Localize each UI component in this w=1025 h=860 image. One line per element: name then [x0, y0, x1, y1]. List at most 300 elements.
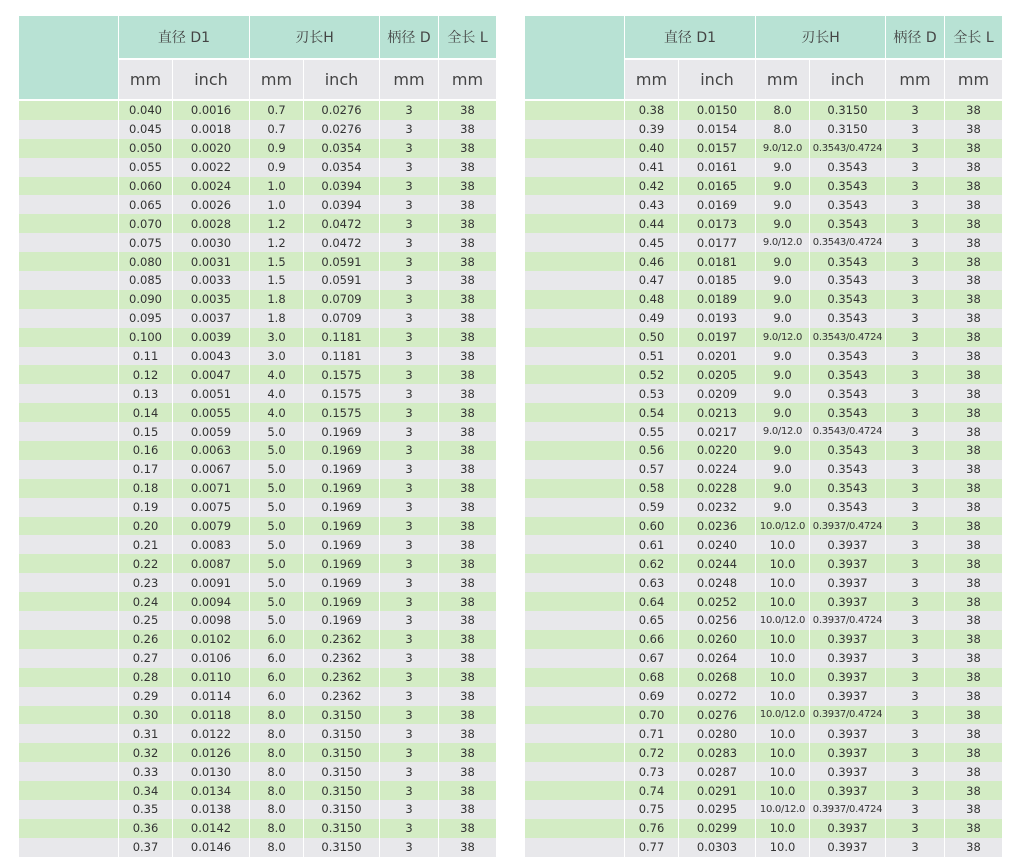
- flute-mm-cell: 8.0: [250, 743, 303, 762]
- length-mm-cell: 38: [439, 120, 496, 139]
- row-spacer-cell: [19, 365, 118, 384]
- row-spacer-cell: [525, 158, 624, 177]
- flute-inch-cell: 0.1969: [304, 498, 379, 517]
- diameter-inch-cell: 0.0047: [173, 365, 249, 384]
- shank-mm-cell: 3: [380, 139, 438, 158]
- flute-inch-cell: 0.2362: [304, 630, 379, 649]
- length-mm-cell: 38: [439, 139, 496, 158]
- flute-inch-cell: 0.3543: [810, 252, 885, 271]
- diameter-inch-cell: 0.0075: [173, 498, 249, 517]
- length-mm-cell: 38: [945, 309, 1002, 328]
- length-mm-cell: 38: [945, 592, 1002, 611]
- table-row: [19, 554, 496, 573]
- diameter-mm-cell: 0.16: [119, 441, 172, 460]
- table-row: [19, 819, 496, 838]
- shank-mm-cell: 3: [886, 592, 944, 611]
- table-row: [19, 252, 496, 271]
- diameter-inch-cell: 0.0138: [173, 800, 249, 819]
- diameter-inch-cell: 0.0079: [173, 517, 249, 536]
- diameter-mm-cell: 0.18: [119, 479, 172, 498]
- header-overall-length: 全长 L: [945, 16, 1002, 60]
- length-mm-cell: 38: [945, 498, 1002, 517]
- length-mm-cell: 38: [945, 781, 1002, 800]
- flute-mm-cell: 9.0: [756, 384, 809, 403]
- row-spacer-cell: [19, 309, 118, 328]
- diameter-mm-cell: 0.090: [119, 290, 172, 309]
- flute-mm-cell: 10.0/12.0: [756, 611, 809, 630]
- diameter-mm-cell: 0.21: [119, 535, 172, 554]
- diameter-inch-cell: 0.0209: [679, 384, 755, 403]
- spec-table-left: [18, 16, 497, 857]
- diameter-mm-cell: 0.095: [119, 309, 172, 328]
- shank-mm-cell: 3: [886, 668, 944, 687]
- length-mm-cell: 38: [945, 460, 1002, 479]
- length-mm-cell: 38: [439, 819, 496, 838]
- flute-mm-cell: 10.0: [756, 743, 809, 762]
- flute-inch-cell: 0.1575: [304, 403, 379, 422]
- flute-mm-cell: 10.0/12.0: [756, 800, 809, 819]
- table-row: [19, 365, 496, 384]
- table-row: [525, 252, 1002, 271]
- table-row: [19, 403, 496, 422]
- row-spacer-cell: [525, 649, 624, 668]
- flute-inch-cell: 0.3543: [810, 177, 885, 196]
- flute-mm-cell: 5.0: [250, 498, 303, 517]
- flute-inch-cell: 0.0394: [304, 177, 379, 196]
- diameter-mm-cell: 0.54: [625, 403, 678, 422]
- diameter-inch-cell: 0.0260: [679, 630, 755, 649]
- row-spacer-cell: [525, 724, 624, 743]
- flute-inch-cell: 0.2362: [304, 668, 379, 687]
- length-mm-cell: 38: [439, 592, 496, 611]
- shank-mm-cell: 3: [886, 441, 944, 460]
- diameter-inch-cell: 0.0154: [679, 120, 755, 139]
- shank-mm-cell: 3: [380, 498, 438, 517]
- flute-mm-cell: 9.0: [756, 441, 809, 460]
- flute-inch-cell: 0.3543: [810, 309, 885, 328]
- table-row: [19, 328, 496, 347]
- diameter-mm-cell: 0.73: [625, 762, 678, 781]
- table-row: [19, 214, 496, 233]
- flute-inch-cell: 0.3150: [810, 120, 885, 139]
- flute-mm-cell: 5.0: [250, 535, 303, 554]
- unit-header: mm: [250, 60, 303, 101]
- flute-inch-cell: 0.0709: [304, 290, 379, 309]
- table-row: [19, 649, 496, 668]
- table-row: [19, 724, 496, 743]
- flute-mm-cell: 9.0: [756, 271, 809, 290]
- shank-mm-cell: 3: [886, 101, 944, 120]
- row-spacer-cell: [19, 441, 118, 460]
- flute-mm-cell: 9.0: [756, 403, 809, 422]
- table-row: [525, 592, 1002, 611]
- row-spacer-cell: [525, 592, 624, 611]
- diameter-mm-cell: 0.43: [625, 195, 678, 214]
- row-spacer-cell: [19, 649, 118, 668]
- row-spacer-cell: [19, 177, 118, 196]
- flute-inch-cell: 0.3543: [810, 271, 885, 290]
- diameter-inch-cell: 0.0146: [173, 838, 249, 857]
- table-row: [19, 101, 496, 120]
- length-mm-cell: 38: [439, 762, 496, 781]
- diameter-inch-cell: 0.0236: [679, 517, 755, 536]
- diameter-inch-cell: 0.0268: [679, 668, 755, 687]
- length-mm-cell: 38: [945, 384, 1002, 403]
- flute-inch-cell: 0.3937/0.4724: [810, 800, 885, 819]
- table-row: [525, 271, 1002, 290]
- table-row: [525, 441, 1002, 460]
- shank-mm-cell: 3: [380, 479, 438, 498]
- length-mm-cell: 38: [439, 479, 496, 498]
- diameter-inch-cell: 0.0028: [173, 214, 249, 233]
- row-spacer-cell: [19, 195, 118, 214]
- flute-inch-cell: 0.3543: [810, 195, 885, 214]
- flute-mm-cell: 9.0: [756, 252, 809, 271]
- length-mm-cell: 38: [439, 290, 496, 309]
- table-row: [19, 762, 496, 781]
- diameter-mm-cell: 0.12: [119, 365, 172, 384]
- diameter-mm-cell: 0.14: [119, 403, 172, 422]
- table-body-left: [19, 101, 496, 857]
- flute-mm-cell: 9.0: [756, 309, 809, 328]
- diameter-inch-cell: 0.0169: [679, 195, 755, 214]
- shank-mm-cell: 3: [886, 195, 944, 214]
- flute-mm-cell: 1.2: [250, 214, 303, 233]
- flute-inch-cell: 0.0394: [304, 195, 379, 214]
- flute-mm-cell: 1.5: [250, 252, 303, 271]
- flute-inch-cell: 0.3937: [810, 781, 885, 800]
- shank-mm-cell: 3: [380, 158, 438, 177]
- shank-mm-cell: 3: [886, 460, 944, 479]
- flute-mm-cell: 5.0: [250, 479, 303, 498]
- table-row: [525, 706, 1002, 725]
- table-row: [525, 724, 1002, 743]
- diameter-mm-cell: 0.40: [625, 139, 678, 158]
- diameter-inch-cell: 0.0205: [679, 365, 755, 384]
- row-spacer-cell: [19, 233, 118, 252]
- flute-inch-cell: 0.3937: [810, 724, 885, 743]
- unit-header: inch: [810, 60, 885, 101]
- header-diameter: 直径 D1: [625, 16, 755, 60]
- shank-mm-cell: 3: [380, 838, 438, 857]
- flute-mm-cell: 4.0: [250, 384, 303, 403]
- length-mm-cell: 38: [945, 328, 1002, 347]
- flute-mm-cell: 9.0: [756, 195, 809, 214]
- table-row: [525, 687, 1002, 706]
- diameter-inch-cell: 0.0020: [173, 139, 249, 158]
- flute-mm-cell: 9.0: [756, 460, 809, 479]
- row-spacer-cell: [19, 517, 118, 536]
- flute-inch-cell: 0.3543: [810, 214, 885, 233]
- row-spacer-cell: [19, 384, 118, 403]
- diameter-inch-cell: 0.0106: [173, 649, 249, 668]
- flute-inch-cell: 0.1969: [304, 460, 379, 479]
- shank-mm-cell: 3: [886, 762, 944, 781]
- unit-header: mm: [380, 60, 438, 101]
- table-row: [19, 838, 496, 857]
- flute-inch-cell: 0.3543: [810, 460, 885, 479]
- table-row: [525, 328, 1002, 347]
- length-mm-cell: 38: [439, 687, 496, 706]
- diameter-inch-cell: 0.0181: [679, 252, 755, 271]
- length-mm-cell: 38: [439, 554, 496, 573]
- diameter-mm-cell: 0.27: [119, 649, 172, 668]
- shank-mm-cell: 3: [886, 290, 944, 309]
- row-spacer-cell: [19, 535, 118, 554]
- diameter-mm-cell: 0.69: [625, 687, 678, 706]
- shank-mm-cell: 3: [380, 328, 438, 347]
- diameter-inch-cell: 0.0087: [173, 554, 249, 573]
- shank-mm-cell: 3: [886, 120, 944, 139]
- row-spacer-cell: [525, 441, 624, 460]
- flute-mm-cell: 3.0: [250, 347, 303, 366]
- unit-header: mm: [439, 60, 496, 101]
- row-spacer-cell: [19, 158, 118, 177]
- flute-inch-cell: 0.1969: [304, 441, 379, 460]
- table-row: [19, 441, 496, 460]
- diameter-inch-cell: 0.0055: [173, 403, 249, 422]
- flute-mm-cell: 5.0: [250, 611, 303, 630]
- flute-mm-cell: 8.0: [250, 781, 303, 800]
- diameter-inch-cell: 0.0248: [679, 573, 755, 592]
- diameter-mm-cell: 0.47: [625, 271, 678, 290]
- flute-inch-cell: 0.3937: [810, 630, 885, 649]
- table-row: [525, 535, 1002, 554]
- diameter-inch-cell: 0.0130: [173, 762, 249, 781]
- row-spacer-cell: [19, 800, 118, 819]
- diameter-mm-cell: 0.55: [625, 422, 678, 441]
- diameter-inch-cell: 0.0264: [679, 649, 755, 668]
- flute-mm-cell: 8.0: [250, 819, 303, 838]
- diameter-inch-cell: 0.0091: [173, 573, 249, 592]
- table-row: [19, 781, 496, 800]
- flute-inch-cell: 0.3150: [304, 800, 379, 819]
- length-mm-cell: 38: [439, 706, 496, 725]
- flute-mm-cell: 5.0: [250, 460, 303, 479]
- diameter-mm-cell: 0.67: [625, 649, 678, 668]
- length-mm-cell: 38: [945, 819, 1002, 838]
- length-mm-cell: 38: [439, 460, 496, 479]
- length-mm-cell: 38: [945, 365, 1002, 384]
- length-mm-cell: 38: [439, 403, 496, 422]
- length-mm-cell: 38: [439, 573, 496, 592]
- flute-mm-cell: 9.0/12.0: [756, 233, 809, 252]
- flute-mm-cell: 8.0: [250, 724, 303, 743]
- table-row: [525, 290, 1002, 309]
- length-mm-cell: 38: [945, 139, 1002, 158]
- row-spacer-cell: [525, 403, 624, 422]
- length-mm-cell: 38: [439, 347, 496, 366]
- flute-inch-cell: 0.0472: [304, 214, 379, 233]
- diameter-mm-cell: 0.055: [119, 158, 172, 177]
- table-row: [525, 460, 1002, 479]
- diameter-mm-cell: 0.25: [119, 611, 172, 630]
- diameter-inch-cell: 0.0114: [173, 687, 249, 706]
- table-row: [525, 668, 1002, 687]
- shank-mm-cell: 3: [886, 365, 944, 384]
- row-spacer-cell: [525, 328, 624, 347]
- diameter-mm-cell: 0.20: [119, 517, 172, 536]
- flute-mm-cell: 9.0: [756, 479, 809, 498]
- shank-mm-cell: 3: [380, 214, 438, 233]
- length-mm-cell: 38: [945, 422, 1002, 441]
- header-shank: 柄径 D: [380, 16, 438, 60]
- shank-mm-cell: 3: [886, 347, 944, 366]
- diameter-inch-cell: 0.0240: [679, 535, 755, 554]
- diameter-mm-cell: 0.13: [119, 384, 172, 403]
- flute-mm-cell: 10.0: [756, 781, 809, 800]
- unit-header: mm: [625, 60, 678, 101]
- flute-mm-cell: 0.9: [250, 139, 303, 158]
- diameter-inch-cell: 0.0110: [173, 668, 249, 687]
- diameter-inch-cell: 0.0299: [679, 819, 755, 838]
- row-spacer-cell: [525, 233, 624, 252]
- length-mm-cell: 38: [439, 517, 496, 536]
- diameter-inch-cell: 0.0256: [679, 611, 755, 630]
- flute-mm-cell: 10.0: [756, 630, 809, 649]
- flute-inch-cell: 0.1969: [304, 479, 379, 498]
- header-overall-length: 全长 L: [439, 16, 496, 60]
- diameter-mm-cell: 0.37: [119, 838, 172, 857]
- shank-mm-cell: 3: [380, 724, 438, 743]
- row-spacer-cell: [19, 403, 118, 422]
- diameter-mm-cell: 0.35: [119, 800, 172, 819]
- shank-mm-cell: 3: [886, 328, 944, 347]
- length-mm-cell: 38: [945, 838, 1002, 857]
- flute-inch-cell: 0.1969: [304, 535, 379, 554]
- flute-inch-cell: 0.2362: [304, 649, 379, 668]
- diameter-mm-cell: 0.28: [119, 668, 172, 687]
- diameter-mm-cell: 0.31: [119, 724, 172, 743]
- table-row: [525, 177, 1002, 196]
- diameter-inch-cell: 0.0213: [679, 403, 755, 422]
- flute-mm-cell: 5.0: [250, 517, 303, 536]
- flute-mm-cell: 9.0/12.0: [756, 422, 809, 441]
- length-mm-cell: 38: [439, 177, 496, 196]
- row-spacer-cell: [525, 819, 624, 838]
- flute-mm-cell: 0.9: [250, 158, 303, 177]
- flute-inch-cell: 0.3543/0.4724: [810, 139, 885, 158]
- table-row: [525, 479, 1002, 498]
- flute-inch-cell: 0.3937: [810, 743, 885, 762]
- diameter-mm-cell: 0.060: [119, 177, 172, 196]
- table-row: [525, 573, 1002, 592]
- shank-mm-cell: 3: [886, 498, 944, 517]
- diameter-inch-cell: 0.0026: [173, 195, 249, 214]
- diameter-inch-cell: 0.0024: [173, 177, 249, 196]
- shank-mm-cell: 3: [886, 233, 944, 252]
- flute-inch-cell: 0.3937: [810, 687, 885, 706]
- diameter-inch-cell: 0.0022: [173, 158, 249, 177]
- diameter-inch-cell: 0.0033: [173, 271, 249, 290]
- table-row: [19, 611, 496, 630]
- shank-mm-cell: 3: [380, 800, 438, 819]
- shank-mm-cell: 3: [886, 611, 944, 630]
- diameter-inch-cell: 0.0217: [679, 422, 755, 441]
- table-row: [525, 838, 1002, 857]
- unit-header: mm: [886, 60, 944, 101]
- diameter-mm-cell: 0.50: [625, 328, 678, 347]
- diameter-mm-cell: 0.65: [625, 611, 678, 630]
- row-spacer-cell: [525, 195, 624, 214]
- flute-inch-cell: 0.1969: [304, 611, 379, 630]
- flute-inch-cell: 0.3543: [810, 384, 885, 403]
- diameter-inch-cell: 0.0030: [173, 233, 249, 252]
- flute-mm-cell: 10.0/12.0: [756, 706, 809, 725]
- diameter-inch-cell: 0.0157: [679, 139, 755, 158]
- header-diameter: 直径 D1: [119, 16, 249, 60]
- flute-inch-cell: 0.3937: [810, 838, 885, 857]
- diameter-mm-cell: 0.100: [119, 328, 172, 347]
- flute-inch-cell: 0.3543/0.4724: [810, 233, 885, 252]
- length-mm-cell: 38: [439, 800, 496, 819]
- row-spacer-cell: [19, 573, 118, 592]
- diameter-inch-cell: 0.0201: [679, 347, 755, 366]
- flute-inch-cell: 0.1181: [304, 347, 379, 366]
- shank-mm-cell: 3: [380, 819, 438, 838]
- row-spacer-cell: [525, 706, 624, 725]
- unit-header: inch: [679, 60, 755, 101]
- diameter-inch-cell: 0.0031: [173, 252, 249, 271]
- flute-inch-cell: 0.3543: [810, 290, 885, 309]
- flute-mm-cell: 9.0: [756, 498, 809, 517]
- flute-inch-cell: 0.0354: [304, 139, 379, 158]
- flute-inch-cell: 0.0276: [304, 101, 379, 120]
- shank-mm-cell: 3: [380, 422, 438, 441]
- shank-mm-cell: 3: [380, 706, 438, 725]
- diameter-inch-cell: 0.0193: [679, 309, 755, 328]
- length-mm-cell: 38: [439, 441, 496, 460]
- diameter-inch-cell: 0.0134: [173, 781, 249, 800]
- shank-mm-cell: 3: [380, 687, 438, 706]
- diameter-mm-cell: 0.19: [119, 498, 172, 517]
- diameter-inch-cell: 0.0059: [173, 422, 249, 441]
- shank-mm-cell: 3: [380, 554, 438, 573]
- row-spacer-cell: [19, 347, 118, 366]
- flute-mm-cell: 4.0: [250, 403, 303, 422]
- length-mm-cell: 38: [945, 403, 1002, 422]
- flute-inch-cell: 0.3543: [810, 441, 885, 460]
- length-mm-cell: 38: [945, 630, 1002, 649]
- row-spacer-cell: [19, 687, 118, 706]
- row-spacer-cell: [19, 819, 118, 838]
- length-mm-cell: 38: [945, 687, 1002, 706]
- shank-mm-cell: 3: [380, 611, 438, 630]
- flute-inch-cell: 0.3937: [810, 819, 885, 838]
- flute-mm-cell: 8.0: [756, 120, 809, 139]
- table-row: [19, 592, 496, 611]
- row-spacer-cell: [19, 271, 118, 290]
- flute-mm-cell: 9.0/12.0: [756, 139, 809, 158]
- table-row: [19, 384, 496, 403]
- length-mm-cell: 38: [439, 365, 496, 384]
- length-mm-cell: 38: [945, 177, 1002, 196]
- shank-mm-cell: 3: [380, 365, 438, 384]
- flute-inch-cell: 0.3937: [810, 592, 885, 611]
- flute-inch-cell: 0.1575: [304, 384, 379, 403]
- flute-mm-cell: 1.0: [250, 177, 303, 196]
- diameter-inch-cell: 0.0177: [679, 233, 755, 252]
- row-spacer-cell: [525, 800, 624, 819]
- length-mm-cell: 38: [439, 271, 496, 290]
- diameter-mm-cell: 0.75: [625, 800, 678, 819]
- diameter-mm-cell: 0.22: [119, 554, 172, 573]
- table-row: [525, 762, 1002, 781]
- row-spacer-cell: [525, 101, 624, 120]
- header-shank: 柄径 D: [886, 16, 944, 60]
- length-mm-cell: 38: [945, 800, 1002, 819]
- shank-mm-cell: 3: [886, 630, 944, 649]
